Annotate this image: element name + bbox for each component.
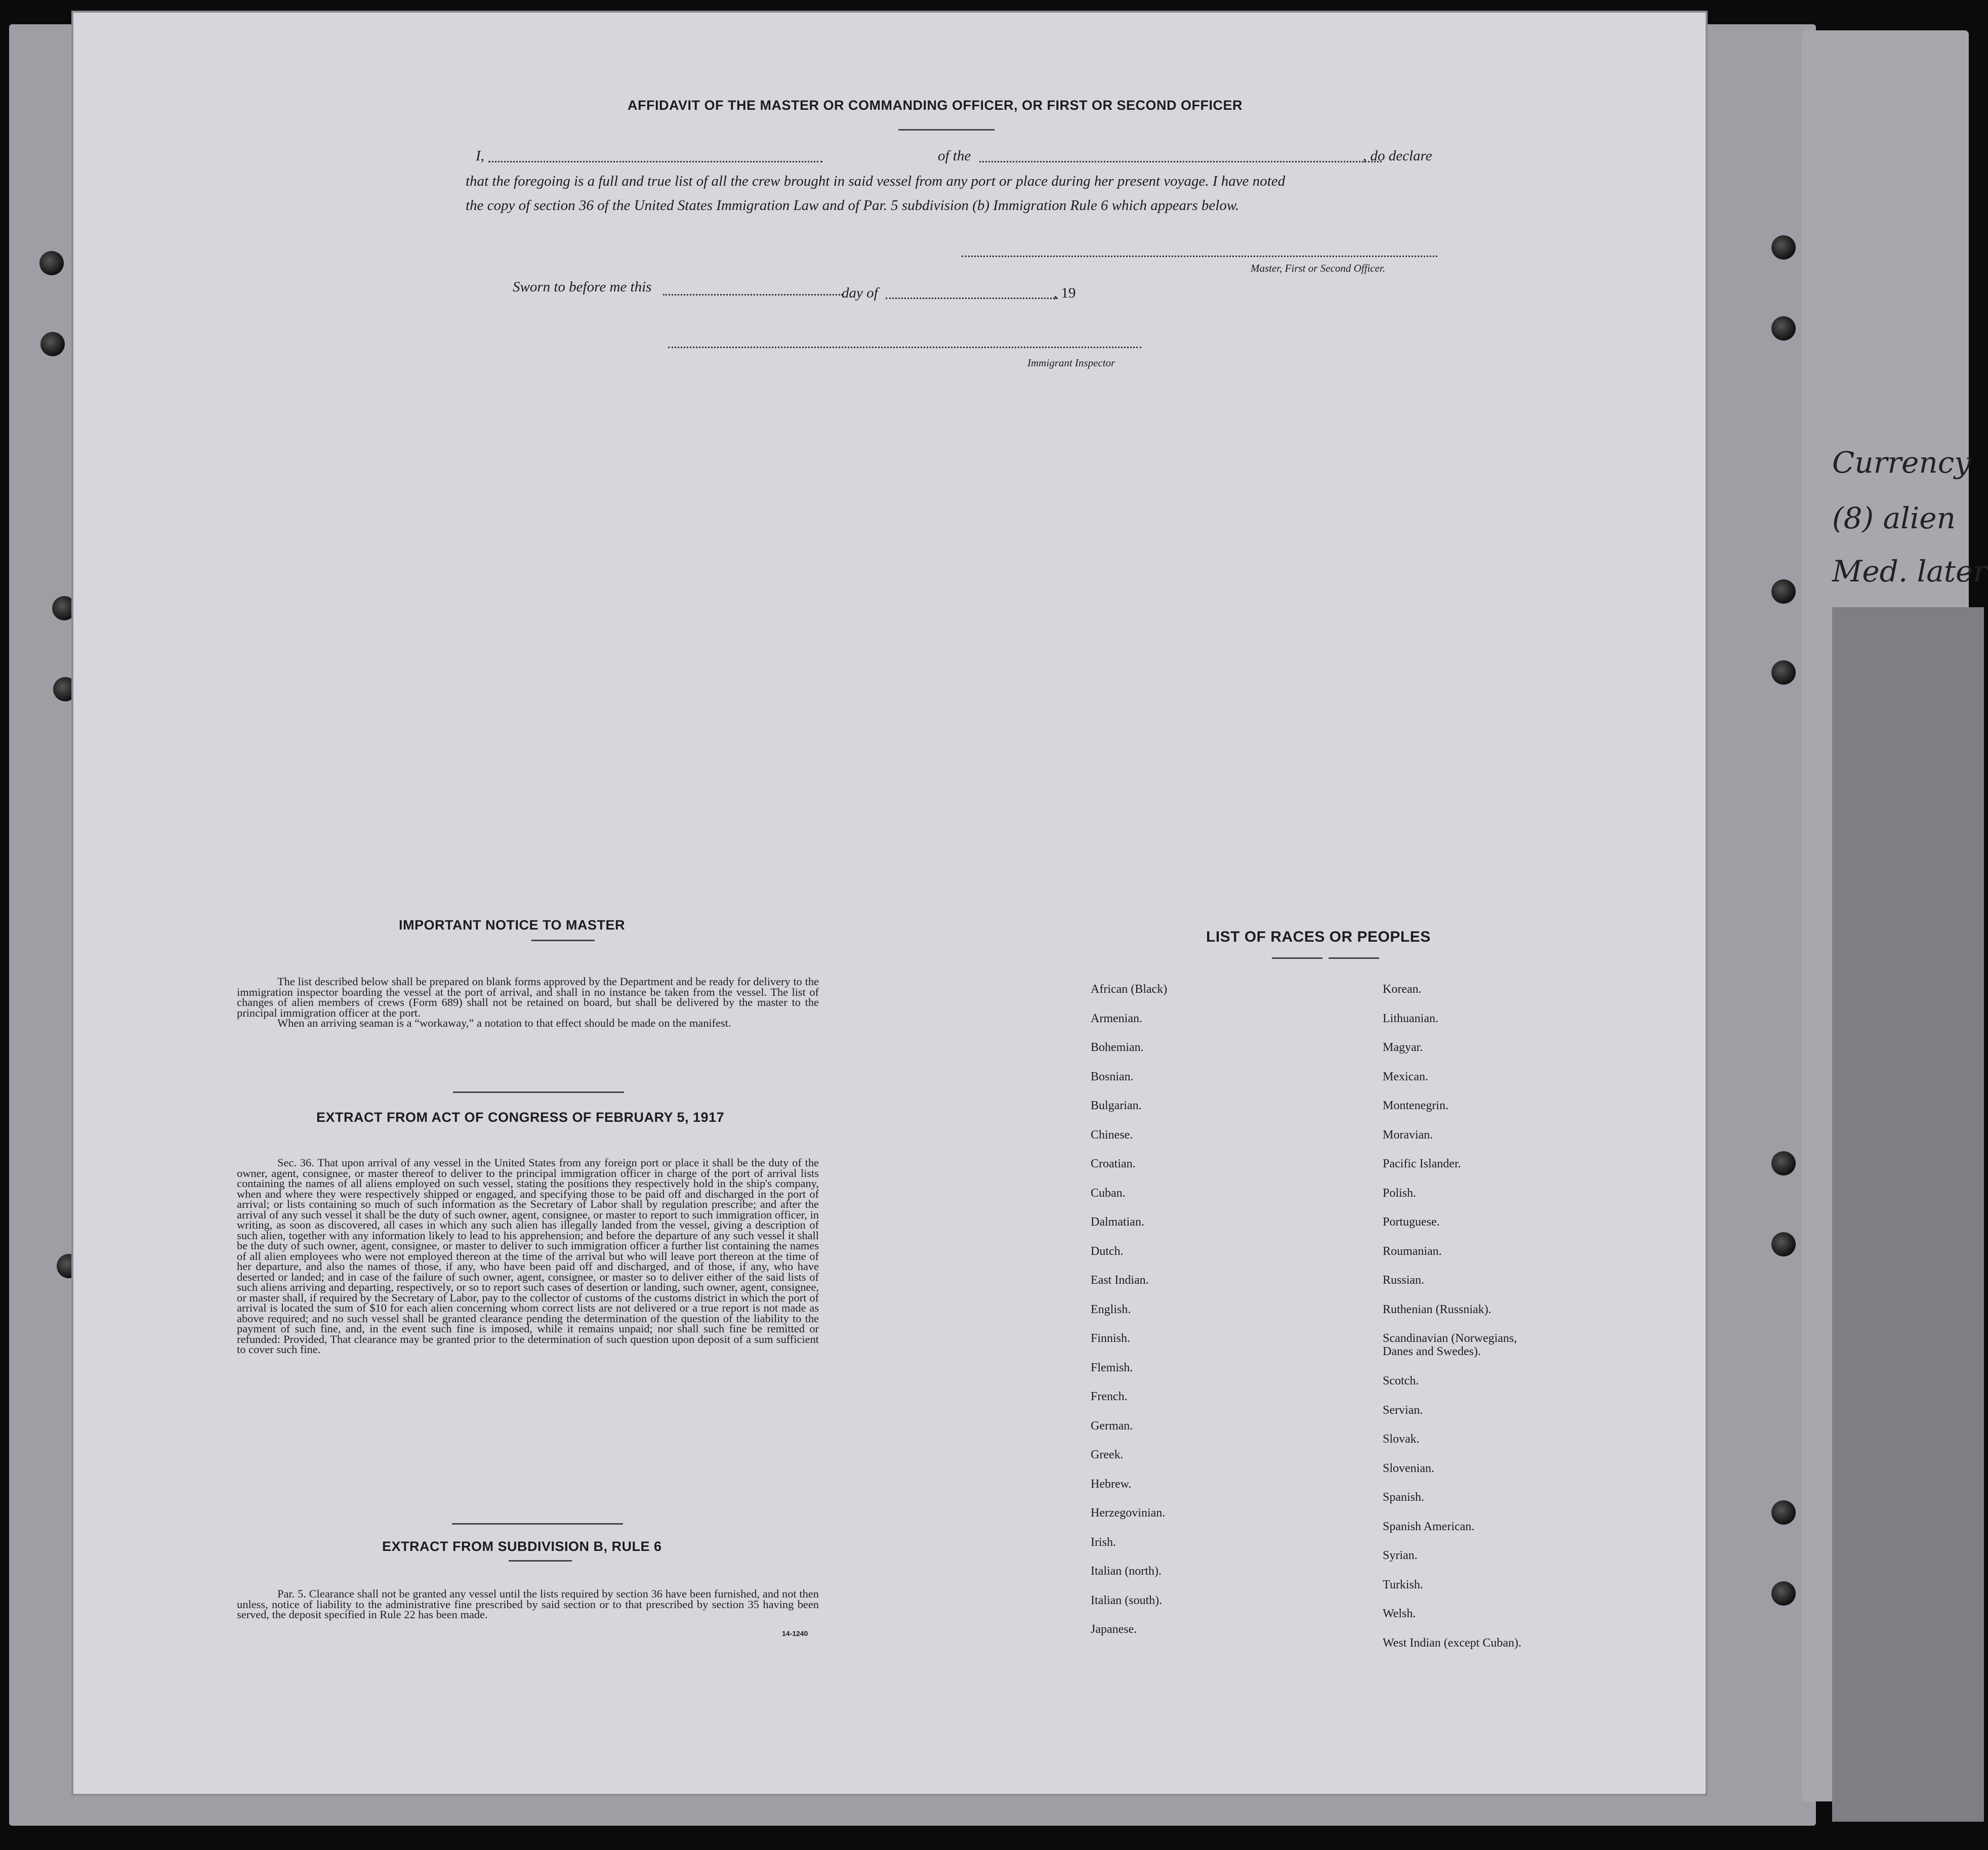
race-entry: Italian (north). bbox=[1091, 1565, 1162, 1578]
race-entry: Montenegrin. bbox=[1383, 1099, 1448, 1112]
binder-hole bbox=[1771, 1581, 1796, 1606]
race-entry: Scotch. bbox=[1383, 1374, 1419, 1388]
binder-hole bbox=[1771, 316, 1796, 341]
rule-extract-rule bbox=[509, 1560, 572, 1562]
binder-hole bbox=[39, 251, 64, 275]
binder-hole bbox=[1771, 1232, 1796, 1256]
declarant-name-line[interactable] bbox=[488, 161, 822, 162]
affidavit-line-3: the copy of section 36 of the United States Immigration Law and of Par. 5 subdivision (b) Immigration Rule 6 which appears below. bbox=[466, 197, 1239, 214]
margin-note: Currency bbox=[1832, 445, 1971, 480]
race-entry: English. bbox=[1091, 1302, 1131, 1316]
notice-body bbox=[237, 977, 819, 1029]
sworn-label: Sworn to before me this bbox=[513, 279, 652, 295]
race-entry: Turkish. bbox=[1383, 1578, 1423, 1591]
race-entry: Flemish. bbox=[1091, 1361, 1133, 1374]
notice-paragraph: When an arriving seaman is a “workaway,” a notation to that effect should be made on the manifest. bbox=[277, 1017, 731, 1029]
act-extract-body bbox=[237, 1158, 819, 1355]
race-entry: Bulgarian. bbox=[1091, 1099, 1142, 1112]
race-entry: Syrian. bbox=[1383, 1549, 1418, 1562]
race-entry: Finnish. bbox=[1091, 1332, 1131, 1345]
race-entry: Scandinavian (Norwegians, Danes and Swedes). bbox=[1383, 1332, 1517, 1358]
binder-hole bbox=[1771, 235, 1796, 260]
year-label: , 19 bbox=[1054, 285, 1076, 301]
act-section-36: Sec. 36. That upon arrival of any vessel in the United States from any foreign port or place it shall be the duty of the owner, agent, consignee, or master thereof to deliver to the principal immigration officer in charge of the port of arrival lists containing the names of all aliens employed on such vessel, stating the positions they respectively hold in the ship's company, when and where they were respectively shipped or engaged, and specifying those to be paid off and discharged in the port of arrival; or lists containing so much of such information as the Secretary of Labor shall by regulation prescribe; and after the arrival of any such vessel it shall be the duty of such owner, agent, consignee, or master to report to such immigration officer, in writing, as soon as discovered, all cases in which any such alien has illegally landed from the vessel, giving a description of such alien, together with any information likely to lead to his apprehension; and before the departure of any such vessel it shall be the duty of such owner, agent, consignee, or master to deliver to such immigration officer a further list containing the names of all alien employees who were not employed thereon at the time of the arrival but who will leave port thereon at the time of her departure, and also the names of those, if any, who have been paid off and discharged, and of those, if any, who have deserted or landed; and in case of the failure of such owner, agent, consignee, or master so to deliver either of the said lists of such aliens arriving and departing, respectively, or so to report such cases of desertion or landing, such owner, agent, consignee, or master shall, if required by the Secretary of Labor, pay to the collector of customs of the customs district in which the port of arrival is located the sum of $10 for each alien concerning whom correct lists are not delivered or a true report is not made as above required; and no such vessel shall be granted clearance pending the determination of the question of the liability to the payment of such fine, and, in the event such fine is imposed, while it remains unpaid; nor shall such fine be remitted or refunded: Provided, That clearance may be granted prior to the determination of such question upon deposit of a sum sufficient to cover such fine. bbox=[237, 1156, 819, 1356]
officer-signature-line[interactable] bbox=[962, 256, 1437, 257]
race-entry: Polish. bbox=[1383, 1186, 1417, 1200]
margin-note: (8) alien bbox=[1832, 501, 1956, 535]
rule-extract-title: EXTRACT FROM SUBDIVISION B, RULE 6 bbox=[382, 1539, 662, 1554]
affidavit-title: AFFIDAVIT OF THE MASTER OR COMMANDING OFFICER, OR FIRST OR SECOND OFFICER bbox=[628, 98, 1242, 113]
act-extract-title: EXTRACT FROM ACT OF CONGRESS OF FEBRUARY 5, 1917 bbox=[316, 1110, 725, 1125]
officer-caption: Master, First or Second Officer. bbox=[1251, 262, 1385, 274]
notice-rule bbox=[531, 940, 595, 941]
binder-hole bbox=[1771, 1151, 1796, 1175]
race-entry: Italian (south). bbox=[1091, 1593, 1163, 1607]
race-entry: Dalmatian. bbox=[1091, 1215, 1144, 1229]
race-entry: Moravian. bbox=[1383, 1128, 1433, 1142]
form-back-page bbox=[73, 13, 1706, 1794]
affidavit-line-2: that the foregoing is a full and true list of all the crew brought in said vessel from any port or place during her present voyage. I have noted bbox=[466, 173, 1286, 189]
race-entry: Slovak. bbox=[1383, 1433, 1420, 1446]
vessel-name-line[interactable] bbox=[979, 161, 1382, 162]
inspector-signature-line[interactable] bbox=[668, 347, 1141, 348]
inspector-caption: Immigrant Inspector bbox=[1027, 357, 1115, 369]
binder-hole bbox=[1771, 1500, 1796, 1525]
race-entry: Bohemian. bbox=[1091, 1041, 1144, 1054]
race-entry: African (Black) bbox=[1091, 983, 1168, 996]
race-entry: Dutch. bbox=[1091, 1244, 1124, 1258]
race-entry: Irish. bbox=[1091, 1535, 1116, 1549]
race-entry: Lithuanian. bbox=[1383, 1012, 1438, 1025]
race-entry: Korean. bbox=[1383, 983, 1422, 996]
notice-title: IMPORTANT NOTICE TO MASTER bbox=[399, 917, 625, 933]
race-entry: Cuban. bbox=[1091, 1186, 1126, 1200]
race-entry: Welsh. bbox=[1383, 1607, 1416, 1620]
race-entry: West Indian (except Cuban). bbox=[1383, 1636, 1521, 1650]
title-rule bbox=[898, 129, 995, 131]
declare-text: , do declare bbox=[1363, 148, 1432, 164]
binder-hole bbox=[1771, 579, 1796, 604]
race-entry: French. bbox=[1091, 1390, 1128, 1403]
races-rule bbox=[1329, 957, 1379, 959]
race-entry: Chinese. bbox=[1091, 1128, 1133, 1142]
race-entry: Spanish American. bbox=[1383, 1520, 1475, 1533]
section-divider bbox=[453, 1091, 624, 1093]
race-entry: Servian. bbox=[1383, 1403, 1423, 1417]
rule-extract-body bbox=[237, 1589, 819, 1620]
race-entry: Croatian. bbox=[1091, 1157, 1136, 1170]
race-entry: Bosnian. bbox=[1091, 1070, 1134, 1083]
race-entry: Roumanian. bbox=[1383, 1244, 1442, 1258]
side-sheet-shadow bbox=[1832, 607, 1984, 1822]
race-entry: Portuguese. bbox=[1383, 1215, 1440, 1229]
day-line[interactable] bbox=[663, 294, 843, 296]
race-entry: German. bbox=[1091, 1419, 1133, 1433]
race-entry: Armenian. bbox=[1091, 1012, 1142, 1025]
races-rule bbox=[1272, 957, 1322, 959]
margin-note: Med. later bbox=[1832, 554, 1987, 588]
binder-hole bbox=[52, 596, 76, 620]
race-entry: Magyar. bbox=[1383, 1041, 1423, 1054]
race-entry: Greek. bbox=[1091, 1448, 1124, 1461]
rule-par-5: Par. 5. Clearance shall not be granted any vessel until the lists required by section 36 have been furnished, and not then unless, notice of liability to the administrative fine prescribed by said section or to that prescribed by section 35 having been served, the deposit specified in Rule 22 has been made. bbox=[237, 1587, 819, 1621]
section-divider bbox=[452, 1523, 623, 1525]
race-entry: Russian. bbox=[1383, 1274, 1425, 1287]
race-entry: Mexican. bbox=[1383, 1070, 1428, 1083]
race-entry: Hebrew. bbox=[1091, 1477, 1132, 1491]
form-number: 14-1240 bbox=[782, 1629, 808, 1637]
vessel-label: of the bbox=[938, 148, 971, 164]
race-entry: Japanese. bbox=[1091, 1623, 1137, 1636]
declarant-label: I, bbox=[476, 148, 484, 164]
month-line[interactable] bbox=[886, 298, 1058, 299]
race-entry: Spanish. bbox=[1383, 1491, 1425, 1504]
races-title: LIST OF RACES OR PEOPLES bbox=[1206, 929, 1431, 945]
binder-hole bbox=[40, 332, 65, 356]
day-of-label: day of bbox=[842, 285, 878, 301]
race-entry: East Indian. bbox=[1091, 1274, 1149, 1287]
race-entry: Herzegovinian. bbox=[1091, 1506, 1166, 1520]
race-entry: Ruthenian (Russniak). bbox=[1383, 1302, 1492, 1316]
race-entry: Pacific Islander. bbox=[1383, 1157, 1461, 1170]
notice-paragraph: The list described below shall be prepared on blank forms approved by the Department and be ready for delivery to the immigration inspector boarding the vessel at the port of arrival, and shall in no instance be taken from the vessel. The list of changes of alien members of crews (Form 689) shall not be retained on board, but shall be delivered by the master to the principal immigration officer at the port. bbox=[237, 975, 819, 1019]
race-entry: Slovenian. bbox=[1383, 1461, 1434, 1475]
binder-hole bbox=[1771, 660, 1796, 685]
